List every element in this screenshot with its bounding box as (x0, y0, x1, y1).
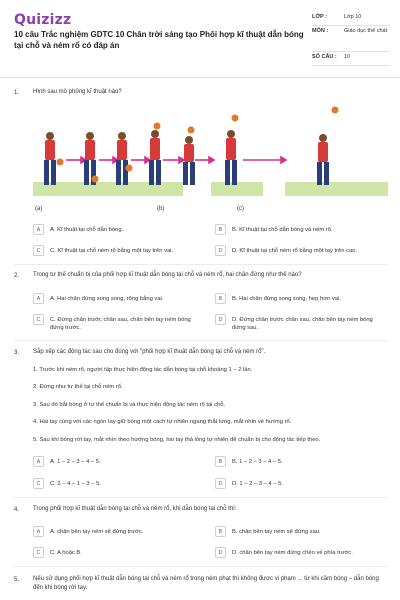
sequence-item: 3. Sau đó bắt bóng ở tư thế chuẩn bị và thực hiện động tác ném rổ tại chỗ. (33, 402, 226, 408)
option-letter-box: C (33, 314, 44, 325)
option-text: B. chân bên tay ném sẽ đứng sau. (232, 529, 321, 535)
option-text: A. 1 – 2 – 3 – 4 – 5. (50, 459, 101, 465)
option-letter-box: D (215, 478, 226, 489)
socau-value: 10 (344, 54, 351, 60)
meta-table (312, 12, 390, 66)
caption-b: (b) (157, 206, 165, 212)
sequence-item: 4. Hai tay cùng với các ngón tay giữ bóng một cách tự nhiên ngang thắt lưng, mắt nhìn về hướng rổ. (33, 419, 292, 425)
lop-value: Lớp 10 (344, 14, 362, 20)
option-letter-box: A (33, 456, 44, 467)
option-letter-box: A (33, 293, 44, 304)
option-letter-box: D (215, 547, 226, 558)
answer-option[interactable] (33, 247, 208, 256)
answer-option[interactable] (215, 549, 390, 558)
question-text: Hình sau mô phỏng kĩ thuật nào? (33, 89, 122, 95)
option-letter-box: D (215, 245, 226, 256)
question-number: 4. (14, 507, 20, 513)
question-divider (14, 566, 388, 567)
page-title: 10 câu Trắc nghiệm GDTC 10 Chân trời sáng tạo Phối hợp kĩ thuật dẫn bóng tại chỗ và ném rổ có đáp án (14, 30, 304, 50)
option-letter-box: B (215, 456, 226, 467)
answer-option[interactable] (33, 458, 208, 467)
question-number: 5. (14, 577, 20, 583)
option-text: D. Đứng chân trước chân sau, chân bên tay ném bóng đứng sau. (232, 317, 373, 331)
option-text: A. chân bên tay ném sẽ đứng trước. (50, 529, 144, 535)
option-letter-box: C (33, 478, 44, 489)
option-letter-box: B (215, 526, 226, 537)
option-text: D. 1 – 2 – 3 – 4 – 5. (232, 481, 283, 487)
caption-a: (a) (35, 206, 43, 212)
question-number: 3. (14, 350, 20, 356)
sequence-item: 2. Đứng như tư thế tại chỗ ném rổ. (33, 384, 123, 390)
option-text: B. 1 – 2 – 3 – 4 – 5. (232, 459, 283, 465)
option-letter-box: B (215, 293, 226, 304)
answer-option[interactable] (33, 316, 198, 332)
answer-option[interactable] (215, 295, 390, 304)
meta-row-mon (312, 26, 390, 52)
question-divider (14, 264, 388, 265)
option-text: B. Kĩ thuật tại chỗ dẫn bóng và ném rổ. (232, 227, 333, 233)
option-text: D. Kĩ thuật tại chỗ ném rổ bằng một tay trên cao. (232, 248, 358, 254)
question-divider (14, 340, 388, 341)
quizizz-logo: Quizizz (14, 12, 72, 28)
answer-option[interactable] (215, 226, 390, 235)
option-letter-box: A (33, 526, 44, 537)
question-number: 2. (14, 273, 20, 279)
answer-option[interactable] (215, 480, 390, 489)
option-text: C. 2 – 4 – 1 – 3 – 5. (50, 481, 101, 487)
option-text: B. Hai chân đứng song song, hẹp hơn vai. (232, 296, 341, 302)
answer-option[interactable] (33, 480, 208, 489)
answer-option[interactable] (215, 458, 390, 467)
answer-option[interactable] (33, 528, 208, 537)
answer-option[interactable] (33, 549, 208, 558)
answer-option[interactable] (33, 226, 208, 235)
option-letter-box: C (33, 547, 44, 558)
option-text: A. Hai chân đứng song song, rộng bằng vai. (50, 296, 164, 302)
option-letter-box: D (215, 314, 226, 325)
option-text: D. chân bên tay ném đứng chéo về phía trước. (232, 550, 353, 556)
option-letter-box: B (215, 224, 226, 235)
player-figures (44, 107, 339, 186)
answer-option[interactable] (33, 295, 208, 304)
option-text: C. A hoặc B. (50, 550, 82, 556)
sequence-item: 5. Sau khi bóng rời tay, mắt nhìn theo hướng bóng, hai tay thả lỏng tự nhiên để chuẩn bị cho động tác tiếp theo. (33, 437, 321, 443)
option-text: C. Đứng chân trước chân sau, chân bên tay ném bóng đứng trước. (50, 317, 191, 331)
question-text: Nếu sử dụng phối hợp kĩ thuật dẫn bóng tại chỗ và ném rổ trong ném phạt thì không được vi phạm ... từ khi cầm bóng – dẫn bóng đến khi bóng rời tay. (33, 576, 379, 591)
meta-row-socau (312, 52, 390, 66)
question-text: Sắp xếp các động tác sau cho đúng với "phối hợp kĩ thuật dẫn bóng tại chỗ và ném rổ". (33, 349, 266, 355)
option-text: C. Kĩ thuật tại chỗ ném rổ bằng một tay trên vai. (50, 248, 174, 254)
mon-value: Giáo dục thể chất (344, 28, 388, 34)
meta-row-lop (312, 12, 390, 26)
question-number: 1. (14, 90, 20, 96)
answer-option[interactable] (215, 528, 390, 537)
sequence-item: 1. Trước khi ném rổ, người tập thực hiện động tác dẫn bóng tại chỗ khoảng 1 – 2 lần. (33, 367, 253, 373)
question-text: Trong phối hợp kĩ thuật dẫn bóng tại chỗ và ném rổ, khi dẫn bóng tại chỗ thì: (33, 506, 237, 512)
question-text: Trong tư thế chuẩn bị của phối hợp kĩ thuật dẫn bóng tại chỗ và ném rổ, hai chân đứng như thế nào? (33, 272, 302, 278)
answer-option[interactable] (215, 247, 390, 256)
answer-option[interactable] (215, 316, 380, 332)
socau-label: SỐ CÂU : (312, 54, 337, 60)
caption-c: (c) (237, 206, 244, 212)
option-text: A. Kĩ thuật tại chỗ dẫn bóng. (50, 227, 124, 233)
basketball-illustration (33, 104, 388, 216)
option-letter-box: A (33, 224, 44, 235)
lop-label: LỚP : (312, 14, 327, 20)
mon-label: MÔN : (312, 28, 329, 34)
option-letter-box: C (33, 245, 44, 256)
question-divider (14, 497, 388, 498)
header-divider (0, 77, 400, 78)
